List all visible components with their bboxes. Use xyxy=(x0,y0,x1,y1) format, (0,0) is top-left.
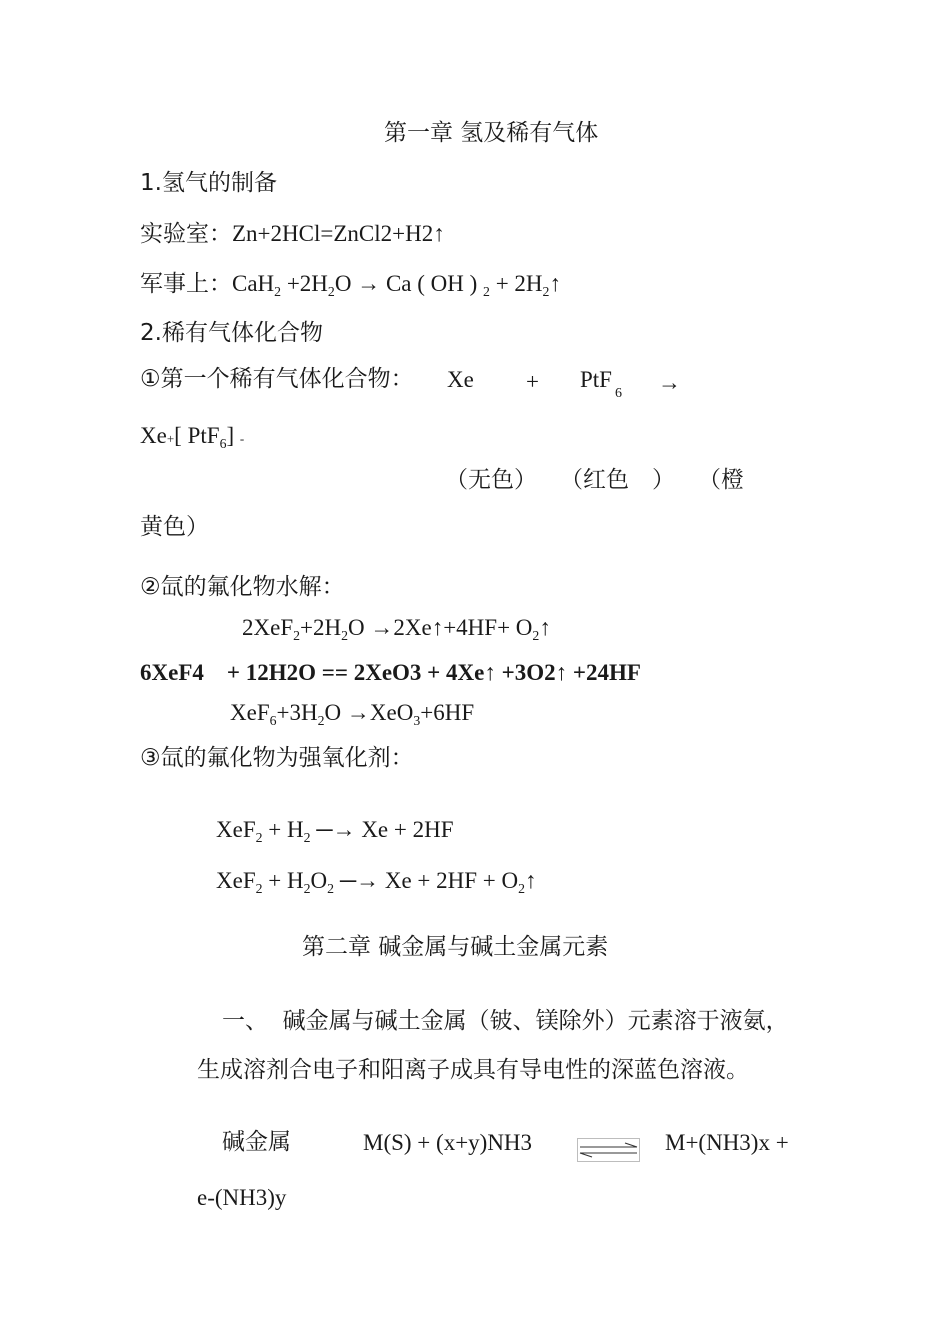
section-noble-gas-compounds: 2.稀有气体化合物 xyxy=(140,320,323,346)
military-preparation-line xyxy=(140,271,561,299)
section-hydrogen-preparation: 1.氢气的制备 xyxy=(140,170,277,196)
reactant-ptf6: PtF xyxy=(580,367,612,392)
chapter1-title: 第一章 氢及稀有气体 xyxy=(384,120,599,146)
alkali-reaction-continued: e-(NH3)y xyxy=(197,1185,287,1210)
xenon-fluoride-hydrolysis-label: ②氙的氟化物水解： xyxy=(140,574,345,600)
oxidation-equation-h2o2: $XeF_2 + H_2O_2$ ─→ $Xe + 2HF + O_2↑$ xyxy=(216,868,537,896)
alkali-reaction-lhs: M(S) + (x+y)NH3 xyxy=(363,1130,533,1155)
ptf6-subscript: 6 xyxy=(615,386,622,401)
colors-row: （无色） （红色 ） （橙 xyxy=(445,467,744,493)
alkali-metal-label: 碱金属 xyxy=(222,1129,291,1155)
reactant-xe: Xe xyxy=(447,367,474,392)
colors-row-continued: 黄色） xyxy=(140,514,209,540)
paragraph-line-1: 一、 碱金属与碱土金属（铍、镁除外）元素溶于液氨， xyxy=(222,1008,789,1034)
military-equation: $CaH_2 +2H_2O \to Ca$ ( OH ) $_2 + 2H_2↑$ xyxy=(232,271,561,299)
paragraph-line-2: 生成溶剂合电子和阳离子成具有导电性的深蓝色溶液。 xyxy=(197,1057,749,1083)
first-compound-product: Xe+[ PtF$_6$] - xyxy=(140,423,245,451)
xef2-hydrolysis-equation: $2XeF_2+2H_2O$ →2Xe↑+4HF+ $O_2↑$ xyxy=(242,615,551,643)
chapter2-title: 第二章 碱金属与碱土金属元素 xyxy=(302,934,609,960)
oxidation-equation-h2: $XeF_2 + H_2$ ─→ Xe + 2HF xyxy=(216,817,454,845)
military-label: 军事上： xyxy=(140,271,232,297)
alkali-reaction-rhs: M+(NH3)x + xyxy=(665,1130,789,1155)
xef4-hydrolysis-equation: 6XeF4 + 12H2O == 2XeO3 + 4Xe↑ +3O2↑ +24HF xyxy=(140,660,641,685)
plus-sign: + xyxy=(526,369,539,394)
xef6-hydrolysis-equation: $XeF_6+3H_2O \to XeO_3+6HF$ xyxy=(230,700,475,728)
lab-equation: Zn+2HCl=ZnCl2+H2↑ xyxy=(232,221,445,246)
reaction-arrow: → xyxy=(658,370,681,395)
strong-oxidant-label: ③氙的氟化物为强氧化剂： xyxy=(140,745,414,771)
lab-label: 实验室： xyxy=(140,221,232,247)
lab-preparation-line xyxy=(140,222,445,246)
equilibrium-arrow-icon xyxy=(577,1138,640,1162)
first-compound-label: ①第一个稀有气体化合物： xyxy=(140,366,414,392)
first-compound-line xyxy=(140,368,840,408)
